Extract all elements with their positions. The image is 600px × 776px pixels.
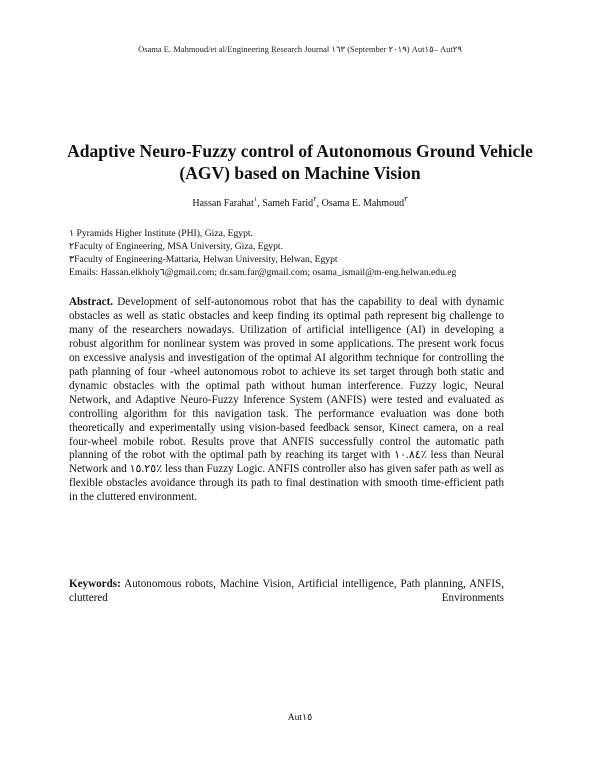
affiliations-block [69, 228, 539, 280]
author-separator: , [257, 198, 263, 209]
author-name: Hassan Farahat [192, 198, 254, 209]
author-affiliation-mark: ٢ [313, 196, 317, 203]
author-name: Sameh Farid [262, 198, 314, 209]
keywords-text: Autonomous robots, Machine Vision, Artificial intelligence, Path planning, ANFIS, cluttered Environments [69, 578, 504, 604]
page-number: Aut١٥ [287, 713, 313, 723]
affiliation-line: ٣Faculty of Engineering-Mattaria, Helwan University, Helwan, Egypt [69, 253, 338, 265]
paper-title: Adaptive Neuro-Fuzzy control of Autonomous Ground Vehicle (AGV) based on Machine Vision [67, 141, 533, 183]
author-affiliation-mark: ٣ [404, 196, 408, 203]
emails-line: Emails: Hassan.elkholy٦@gmail.com; dr.sam.far@gmail.com; osama_ismail@m-eng.helwan.edu.eg [69, 266, 457, 278]
author-list [0, 195, 600, 209]
author-affiliation-mark: ١ [253, 196, 258, 203]
abstract-text: Development of self-autonomous robot that has the capability to deal with dynamic obstacles as well as static obstacles and keep finding its optimal path represent big challenge to many of the researchers nowadays. Utilization of artificial intelligence (AI) in developing a robust algorithm for nonlinear system was proved in some applications. The present work focus on excessive analysis and investigation of the optimal AI algorithm technique for controlling the path planning of four -wheel autonomous robot to achieve its set target through both static and dynamic obstacles with the optimal path without human interference. Fuzzy logic, Neural Network, and Adaptive Neuro-Fuzzy Inference System (ANFIS) were tested and evaluated as controlling algorithm for this navigation task. The performance evaluation was done both theoretically and experimentally using vision-based feedback sensor, Kinect camera, on a real four-wheel mobile robot. Results prove that ANFIS successfully control the automatic path planning of the robot with the optimal path by reaching its target with ١٠.٨٤٪ less than Neural Network and ١٥.٢٥٪ less than Fuzzy Logic. ANFIS controller also has given safer path as well as flexible obstacles avoidance through its path to final destination with smooth time-efficient path in the cluttered environment. [69, 296, 505, 504]
abstract-label: Abstract. [69, 296, 114, 308]
abstract-paragraph [69, 296, 504, 505]
author-separator: , [316, 198, 322, 209]
author-name: Osama E. Mahmoud [321, 198, 405, 209]
affiliation-line: ١ Pyramids Higher Institute (PHI), Giza, Egypt. [69, 228, 253, 239]
keywords-paragraph [69, 578, 504, 606]
running-header: Osama E. Mahmoud/et al/Engineering Research Journal ١٦٣ (September ٢٠١٩) Aut١٥– Aut٢٩ [138, 44, 462, 54]
keywords-label: Keywords: [69, 578, 121, 590]
affiliation-line: ٢Faculty of Engineering, MSA University, Giza, Egypt. [69, 240, 283, 252]
